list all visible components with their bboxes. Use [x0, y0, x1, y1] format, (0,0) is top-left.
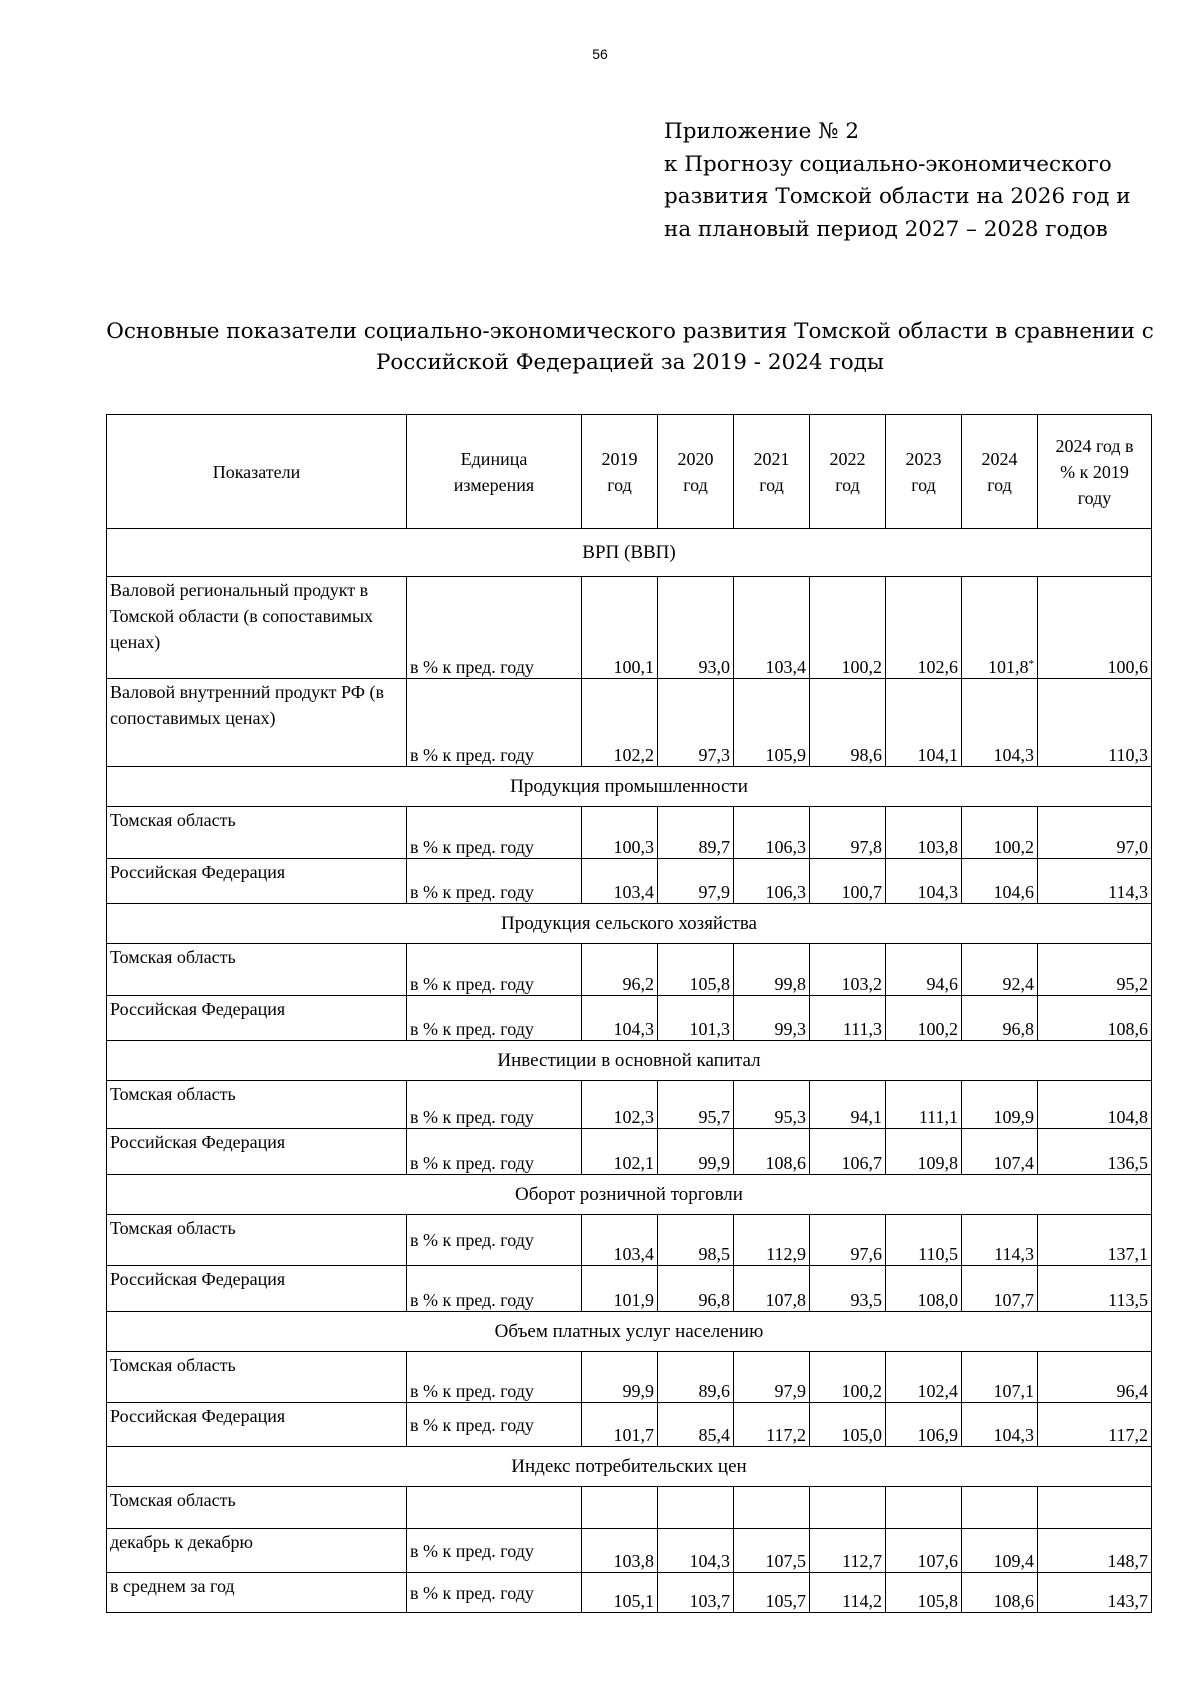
value-cell: [962, 807, 1038, 859]
table-row: [107, 1266, 1152, 1312]
value-text: 112,9: [766, 1244, 806, 1264]
value-cell: [886, 1215, 962, 1266]
unit-cell: в % к пред. году: [407, 807, 582, 859]
indicator-name: Российская Федерация: [107, 1129, 407, 1175]
value-text: 97,6: [850, 1244, 882, 1264]
value-text: 96,4: [1116, 1381, 1148, 1401]
value-cell: [962, 1215, 1038, 1266]
header-year-2019: 2019 год: [582, 415, 658, 529]
value-text: 103,4: [613, 882, 654, 902]
value-cell: [658, 1215, 734, 1266]
value-text: 100,2: [917, 1019, 958, 1039]
value-text: 95,3: [774, 1107, 806, 1127]
value-text: 100,2: [841, 1381, 882, 1401]
value-text: 101,3: [689, 1019, 730, 1039]
section-header-row: [107, 767, 1152, 807]
indicators-table: [106, 414, 1152, 1613]
value-cell: [734, 944, 810, 996]
value-text: 102,4: [917, 1381, 958, 1401]
value-text: 102,1: [613, 1153, 654, 1173]
section-title: Инвестиции в основной капитал: [107, 1041, 1152, 1081]
value-cell: [810, 944, 886, 996]
value-cell: [582, 1573, 658, 1613]
indicator-name: Российская Федерация: [107, 1266, 407, 1312]
value-cell: [658, 996, 734, 1041]
value-cell: [962, 1081, 1038, 1129]
value-cell: [810, 807, 886, 859]
value-text: 104,6: [993, 882, 1034, 902]
value-cell: [582, 1403, 658, 1447]
value-cell: [582, 1215, 658, 1266]
unit-cell: в % к пред. году: [407, 859, 582, 904]
value-cell: [582, 1529, 658, 1573]
value-cell: [962, 859, 1038, 904]
table-row: [107, 944, 1152, 996]
value-text: 114,3: [1108, 882, 1148, 902]
appendix-line: к Прогнозу социально-экономического: [664, 151, 1112, 177]
value-text: 108,6: [993, 1591, 1034, 1611]
value-cell: [658, 577, 734, 679]
value-cell: [734, 1266, 810, 1312]
value-cell: [658, 1352, 734, 1403]
value-cell: [734, 1573, 810, 1613]
indicator-name: Томская область: [107, 1081, 407, 1129]
value-cell: [886, 1573, 962, 1613]
value-cell: [658, 1487, 734, 1529]
indicator-name: декабрь к декабрю: [107, 1529, 407, 1573]
value-cell: [582, 807, 658, 859]
value-cell: [886, 1081, 962, 1129]
value-text: 99,9: [698, 1153, 730, 1173]
unit-cell: [407, 1487, 582, 1529]
unit-cell: в % к пред. году: [407, 1573, 582, 1613]
unit-cell: в % к пред. году: [407, 1529, 582, 1573]
indicator-name: Томская область: [107, 1487, 407, 1529]
value-text: 107,5: [765, 1551, 806, 1571]
value-text: 100,2: [993, 837, 1034, 857]
value-text: 99,8: [774, 974, 806, 994]
value-cell: [1038, 996, 1152, 1041]
value-cell: [658, 679, 734, 767]
value-text: 114,3: [994, 1244, 1034, 1264]
header-unit: Единица измерения: [407, 415, 582, 529]
section-header-row: [107, 1175, 1152, 1215]
header-year-2022: 2022 год: [810, 415, 886, 529]
value-cell: [886, 996, 962, 1041]
unit-cell: в % к пред. году: [407, 679, 582, 767]
value-cell: [962, 944, 1038, 996]
header-ratio-2024-to-2019: 2024 год в % к 2019 году: [1038, 415, 1152, 529]
unit-cell: в % к пред. году: [407, 577, 582, 679]
value-cell: [810, 996, 886, 1041]
value-text: 106,9: [917, 1425, 958, 1445]
value-text: 103,8: [613, 1551, 654, 1571]
section-header-row: [107, 904, 1152, 944]
indicator-name: Российская Федерация: [107, 859, 407, 904]
value-cell: [1038, 944, 1152, 996]
value-text: 100,3: [613, 837, 654, 857]
value-cell: [582, 1487, 658, 1529]
value-text: 99,9: [622, 1381, 654, 1401]
section-title: ВРП (ВВП): [107, 529, 1152, 577]
unit-cell: в % к пред. году: [407, 1266, 582, 1312]
value-cell: [658, 807, 734, 859]
value-cell: [582, 996, 658, 1041]
value-cell: [810, 1529, 886, 1573]
value-text: 93,5: [850, 1290, 882, 1310]
value-text: 95,7: [698, 1107, 730, 1127]
table-row: [107, 1403, 1152, 1447]
unit-cell: в % к пред. году: [407, 1081, 582, 1129]
value-text: 113,5: [1108, 1290, 1148, 1310]
table-row: [107, 1129, 1152, 1175]
value-cell: [810, 1573, 886, 1613]
value-cell: [962, 679, 1038, 767]
section-title: Продукция промышленности: [107, 767, 1152, 807]
section-title: Продукция сельского хозяйства: [107, 904, 1152, 944]
section-title: Оборот розничной торговли: [107, 1175, 1152, 1215]
table-header-row: [107, 415, 1152, 529]
value-text: 107,8: [765, 1290, 806, 1310]
value-cell: [658, 1081, 734, 1129]
value-text: 105,1: [613, 1591, 654, 1611]
value-cell: [962, 577, 1038, 679]
unit-cell: в % к пред. году: [407, 944, 582, 996]
page-number: 56: [592, 46, 608, 62]
value-cell: [1038, 807, 1152, 859]
value-cell: [734, 1215, 810, 1266]
value-text: 97,3: [698, 745, 730, 765]
table-row: [107, 859, 1152, 904]
value-cell: [1038, 1573, 1152, 1613]
value-cell: [810, 1081, 886, 1129]
value-cell: [658, 859, 734, 904]
value-cell: [582, 1352, 658, 1403]
value-text: 107,6: [917, 1551, 958, 1571]
value-cell: [734, 679, 810, 767]
indicator-name: Томская область: [107, 807, 407, 859]
value-cell: [1038, 577, 1152, 679]
value-cell: [1038, 1215, 1152, 1266]
value-text: 109,8: [917, 1153, 958, 1173]
indicator-name: Российская Федерация: [107, 996, 407, 1041]
footnote-mark: *: [1028, 658, 1034, 670]
header-indicator: Показатели: [107, 415, 407, 529]
section-title: Объем платных услуг населению: [107, 1312, 1152, 1352]
value-cell: [1038, 1081, 1152, 1129]
value-cell: [886, 1352, 962, 1403]
value-text: 94,1: [850, 1107, 882, 1127]
value-text: 103,4: [613, 1244, 654, 1264]
value-text: 143,7: [1107, 1591, 1148, 1611]
value-cell: [1038, 679, 1152, 767]
value-text: 105,8: [689, 974, 730, 994]
value-cell: [810, 1352, 886, 1403]
section-header-row: [107, 1312, 1152, 1352]
value-cell: [962, 1266, 1038, 1312]
indicator-name: Валовой региональный продукт в Томской области (в сопоставимых ценах): [107, 577, 407, 679]
indicator-name: Российская Федерация: [107, 1403, 407, 1447]
value-text: 101,9: [613, 1290, 654, 1310]
value-cell: [810, 1403, 886, 1447]
value-text: 117,2: [766, 1425, 806, 1445]
value-cell: [962, 1529, 1038, 1573]
appendix-line: развития Томской области на 2026 год и: [664, 184, 1131, 209]
value-text: 108,6: [1107, 1019, 1148, 1039]
value-cell: [1038, 1403, 1152, 1447]
value-text: 104,8: [1107, 1107, 1148, 1127]
value-text: 100,2: [841, 657, 882, 677]
value-text: 110,3: [1108, 745, 1148, 765]
value-text: 136,5: [1107, 1153, 1148, 1173]
value-cell: [962, 1403, 1038, 1447]
value-text: 100,7: [841, 882, 882, 902]
value-cell: [886, 1403, 962, 1447]
value-text: 107,1: [993, 1381, 1034, 1401]
unit-cell: в % к пред. году: [407, 996, 582, 1041]
unit-cell: в % к пред. году: [407, 1129, 582, 1175]
section-header-row: [107, 529, 1152, 577]
value-text: 97,8: [850, 837, 882, 857]
table-row: [107, 577, 1152, 679]
value-cell: [658, 1129, 734, 1175]
value-text: 96,2: [622, 974, 654, 994]
value-text: 101,8: [988, 657, 1029, 677]
value-text: 96,8: [1002, 1019, 1034, 1039]
value-text: 100,6: [1107, 657, 1148, 677]
indicator-name: в среднем за год: [107, 1573, 407, 1613]
value-cell: [734, 1487, 810, 1529]
appendix-line: Приложение № 2: [664, 119, 860, 144]
value-cell: [810, 577, 886, 679]
value-text: 97,0: [1116, 837, 1148, 857]
unit-cell: в % к пред. году: [407, 1352, 582, 1403]
value-cell: [962, 1487, 1038, 1529]
value-text: 94,6: [926, 974, 958, 994]
table-row: [107, 679, 1152, 767]
value-cell: [962, 1573, 1038, 1613]
document-title: [100, 316, 1160, 378]
value-cell: [582, 944, 658, 996]
value-cell: [582, 1266, 658, 1312]
value-cell: [810, 1129, 886, 1175]
indicator-name: Томская область: [107, 944, 407, 996]
value-cell: [1038, 1352, 1152, 1403]
value-text: 107,4: [993, 1153, 1034, 1173]
appendix-line: на плановый период 2027 – 2028 годов: [664, 216, 1108, 242]
value-text: 103,2: [841, 974, 882, 994]
value-cell: [962, 1129, 1038, 1175]
value-cell: [1038, 1487, 1152, 1529]
value-cell: [886, 679, 962, 767]
value-text: 106,3: [765, 837, 806, 857]
value-text: 99,3: [774, 1019, 806, 1039]
unit-cell: в % к пред. году: [407, 1215, 582, 1266]
indicator-name: Томская область: [107, 1352, 407, 1403]
value-text: 92,4: [1002, 974, 1034, 994]
value-cell: [810, 1487, 886, 1529]
value-text: 97,9: [774, 1381, 806, 1401]
header-year-2024: 2024 год: [962, 415, 1038, 529]
table-row: [107, 1215, 1152, 1266]
value-text: 114,2: [842, 1591, 882, 1611]
value-text: 103,7: [689, 1591, 730, 1611]
value-cell: [1038, 1266, 1152, 1312]
header-year-2023: 2023 год: [886, 415, 962, 529]
value-cell: [582, 1081, 658, 1129]
value-text: 112,7: [842, 1551, 882, 1571]
value-cell: [734, 1403, 810, 1447]
value-text: 101,7: [613, 1425, 654, 1445]
value-cell: [734, 1129, 810, 1175]
value-cell: [810, 679, 886, 767]
value-cell: [886, 944, 962, 996]
table-row: [107, 807, 1152, 859]
value-cell: [582, 859, 658, 904]
value-cell: [658, 1266, 734, 1312]
title-line: Российской Федерацией за 2019 - 2024 годы: [375, 350, 885, 375]
value-text: 105,0: [841, 1425, 882, 1445]
value-cell: [658, 1403, 734, 1447]
value-text: 97,9: [698, 882, 730, 902]
value-text: 111,1: [918, 1107, 958, 1127]
value-cell: [886, 1487, 962, 1529]
value-text: 96,8: [698, 1290, 730, 1310]
value-cell: [886, 1529, 962, 1573]
value-text: 111,3: [842, 1019, 882, 1039]
value-text: 103,8: [917, 837, 958, 857]
value-text: 104,3: [613, 1019, 654, 1039]
header-year-2020: 2020 год: [658, 415, 734, 529]
value-cell: [962, 1352, 1038, 1403]
value-text: 103,4: [765, 657, 806, 677]
value-text: 110,5: [918, 1244, 958, 1264]
value-cell: [886, 1266, 962, 1312]
value-cell: [886, 859, 962, 904]
value-cell: [810, 1215, 886, 1266]
table-row: [107, 1573, 1152, 1613]
value-text: 102,3: [613, 1107, 654, 1127]
value-text: 95,2: [1116, 974, 1148, 994]
value-text: 137,1: [1107, 1244, 1148, 1264]
section-title: Индекс потребительских цен: [107, 1447, 1152, 1487]
value-text: 105,8: [917, 1591, 958, 1611]
value-text: 89,7: [698, 837, 730, 857]
value-text: 108,0: [917, 1290, 958, 1310]
value-cell: [734, 807, 810, 859]
value-text: 106,3: [765, 882, 806, 902]
value-cell: [734, 996, 810, 1041]
value-cell: [886, 1129, 962, 1175]
value-cell: [582, 1129, 658, 1175]
value-text: 93,0: [698, 657, 730, 677]
title-line: Основные показатели социально-экономического развития Томской области в сравнении с: [106, 319, 1154, 344]
value-text: 102,6: [917, 657, 958, 677]
header-year-2021: 2021 год: [734, 415, 810, 529]
value-cell: [886, 577, 962, 679]
value-text: 104,3: [917, 882, 958, 902]
table-row: [107, 996, 1152, 1041]
value-text: 98,6: [850, 745, 882, 765]
section-header-row: [107, 1041, 1152, 1081]
value-cell: [734, 1352, 810, 1403]
value-text: 104,3: [993, 1425, 1034, 1445]
value-cell: [1038, 859, 1152, 904]
unit-cell: в % к пред. году: [407, 1403, 582, 1447]
value-cell: [962, 996, 1038, 1041]
value-cell: [582, 679, 658, 767]
value-text: 85,4: [698, 1425, 730, 1445]
value-text: 98,5: [698, 1244, 730, 1264]
value-cell: [658, 1573, 734, 1613]
indicator-name: Томская область: [107, 1215, 407, 1266]
value-text: 102,2: [613, 745, 654, 765]
value-text: 117,2: [1108, 1425, 1148, 1445]
value-text: 107,7: [993, 1290, 1034, 1310]
value-text: 104,1: [917, 745, 958, 765]
value-text: 104,3: [689, 1551, 730, 1571]
indicator-name: Валовой внутренний продукт РФ (в сопоставимых ценах): [107, 679, 407, 767]
value-text: 106,7: [841, 1153, 882, 1173]
table-row: [107, 1352, 1152, 1403]
value-cell: [734, 1081, 810, 1129]
section-header-row: [107, 1447, 1152, 1487]
value-cell: [734, 859, 810, 904]
value-text: 105,9: [765, 745, 806, 765]
value-text: 89,6: [698, 1381, 730, 1401]
value-text: 109,9: [993, 1107, 1034, 1127]
value-cell: [810, 1266, 886, 1312]
appendix-header: [664, 116, 1164, 246]
value-text: 109,4: [993, 1551, 1034, 1571]
table-row: [107, 1081, 1152, 1129]
value-cell: [658, 944, 734, 996]
value-cell: [1038, 1129, 1152, 1175]
value-text: 148,7: [1107, 1551, 1148, 1571]
value-cell: [582, 577, 658, 679]
value-text: 100,1: [613, 657, 654, 677]
value-cell: [1038, 1529, 1152, 1573]
value-cell: [734, 577, 810, 679]
value-text: 108,6: [765, 1153, 806, 1173]
value-cell: [658, 1529, 734, 1573]
value-cell: [734, 1529, 810, 1573]
value-text: 105,7: [765, 1591, 806, 1611]
value-cell: [886, 807, 962, 859]
value-text: 104,3: [993, 745, 1034, 765]
table-row: [107, 1529, 1152, 1573]
table-row: [107, 1487, 1152, 1529]
value-cell: [810, 859, 886, 904]
